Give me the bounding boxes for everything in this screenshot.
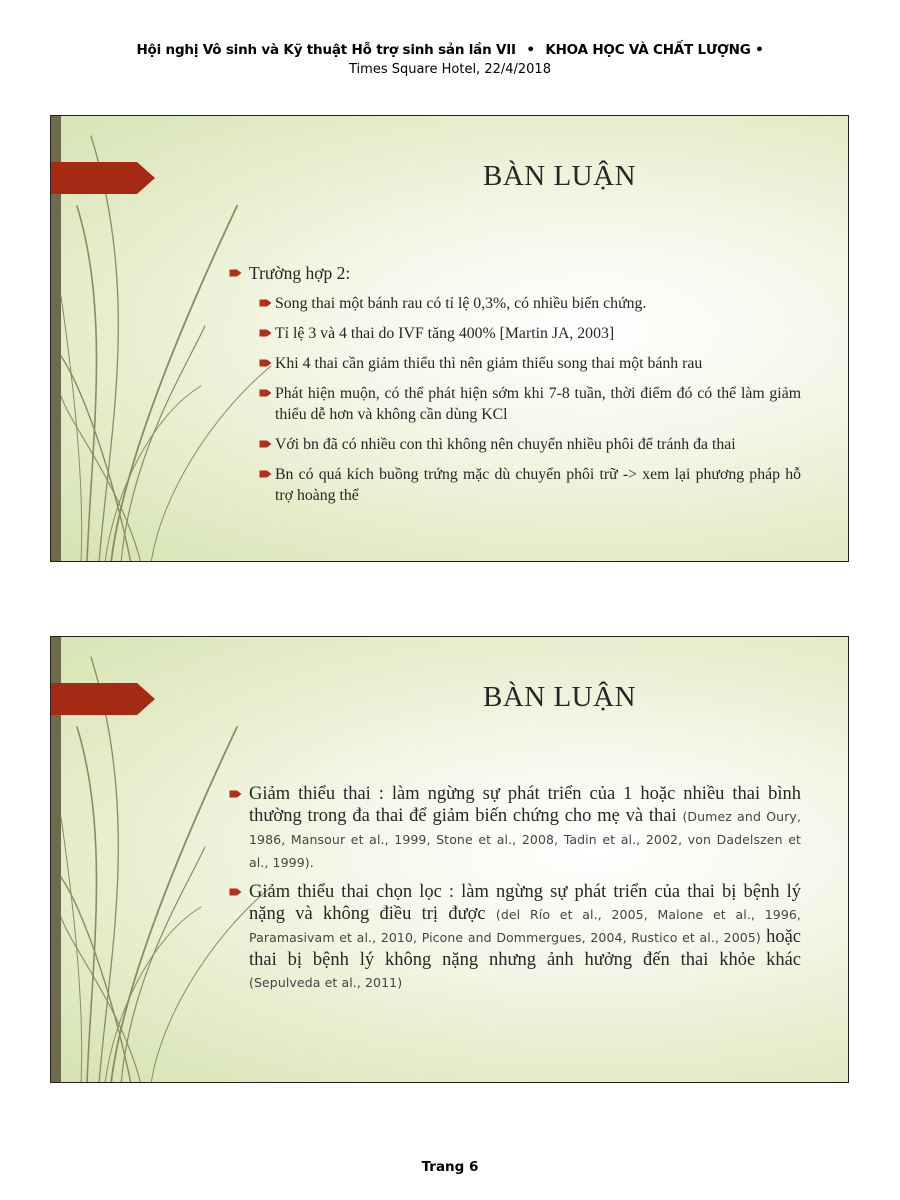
red-arrow-bullet-icon (229, 268, 242, 278)
red-arrow-bullet-icon (229, 887, 242, 897)
red-arrow-bullet-icon (259, 469, 272, 479)
trailing-bullet: • (755, 42, 764, 58)
slide-title: BÀN LUẬN (482, 681, 637, 713)
sub-bullet-text: Với bn đã có nhiều con thì không nên chuyển nhiều phôi để tránh đa thai (275, 436, 736, 453)
sub-bullet (229, 293, 801, 314)
bullet-fetal-reduction (229, 783, 801, 874)
slide-content (229, 783, 801, 1001)
sub-bullet (229, 464, 801, 506)
conference-title (0, 40, 900, 60)
sub-bullet-text: Khi 4 thai cần giảm thiểu thì nên giảm thiểu song thai một bánh rau (275, 355, 703, 372)
red-arrow-bullet-icon (229, 789, 242, 799)
conference-name: Hội nghị Vô sinh và Kỹ thuật Hỗ trợ sinh sản lần VII (136, 42, 516, 58)
slide-1 (50, 115, 849, 562)
page-number: Trang 6 (421, 1159, 479, 1175)
bullet-text: Giảm thiểu thai chọn lọc : làm ngừng sự phát triển của thai bị bệnh lý nặng và không điều trị được (249, 882, 801, 924)
red-arrow-bullet-icon (259, 439, 272, 449)
red-arrow-tab-icon (51, 683, 155, 715)
citation: (Sepulveda et al., 2011) (249, 975, 403, 990)
conference-venue-date: Times Square Hotel, 22/4/2018 (349, 62, 551, 77)
bullet-selective-reduction (229, 881, 801, 994)
sub-bullet (229, 353, 801, 374)
separator-bullet: • (526, 42, 535, 58)
red-arrow-tab-icon (51, 162, 155, 194)
red-arrow-bullet-icon (259, 388, 272, 398)
sub-bullet-text: Bn có quá kích buồng trứng mặc dù chuyển phôi trữ -> xem lại phương pháp hỗ trợ hoàng thể (275, 466, 801, 504)
bullet-text: hoặc thai bị bệnh lý không nặng nhưng ảnh hưởng đến thai khỏe khác (249, 927, 801, 970)
citation: (del Río et al., 2005, Malone et al., 1996, Paramasivam et al., 2010, Picone and Dommergues, 2004, Rustico et al., 2005) (249, 907, 801, 945)
conference-theme: KHOA HỌC VÀ CHẤT LƯỢNG (545, 42, 751, 58)
slide-2 (50, 636, 849, 1083)
red-arrow-bullet-icon (259, 358, 272, 368)
slide-content (229, 262, 801, 506)
bullet-case-2 (229, 262, 801, 284)
sub-bullet (229, 383, 801, 425)
sub-bullet-text: Phát hiện muộn, có thể phát hiện sớm khi 7-8 tuần, thời điểm đó có thể làm giảm thiểu dễ hơn và không cần dùng KCl (275, 385, 801, 423)
page-header (0, 40, 900, 80)
sub-bullet-text: Song thai một bánh rau có tỉ lệ 0,3%, có nhiều biến chứng. (275, 295, 647, 312)
sub-bullet (229, 434, 801, 455)
sub-bullet-text: Tỉ lệ 3 và 4 thai do IVF tăng 400% [Martin JA, 2003] (275, 325, 615, 342)
sub-bullet (229, 323, 801, 344)
red-arrow-bullet-icon (259, 328, 272, 338)
citation: (Dumez and Oury, 1986, Mansour et al., 1999, Stone et al., 2008, Tadin et al., 2002, von Dadelszen et al., 1999). (249, 809, 802, 870)
bullet-text: Trường hợp 2: (249, 263, 351, 283)
red-arrow-bullet-icon (259, 298, 272, 308)
bullet-text: Giảm thiểu thai : làm ngừng sự phát triển của 1 hoặc nhiều thai bình thường trong đa thai để giảm biến chứng cho mẹ và thai (249, 784, 801, 826)
slide-title: BÀN LUẬN (482, 160, 637, 192)
